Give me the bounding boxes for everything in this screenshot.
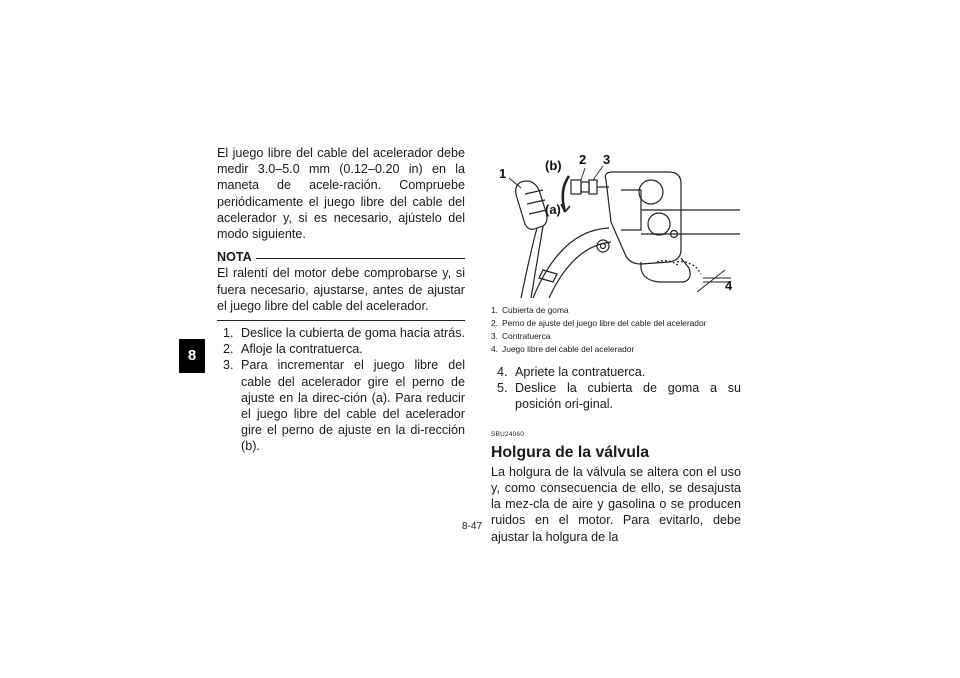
note-top-rule <box>256 258 465 259</box>
step-item <box>491 380 741 412</box>
step-number: 1. <box>223 326 234 341</box>
caption-number: 3. <box>491 331 498 341</box>
chapter-tab <box>179 339 205 373</box>
page-number: 8-47 <box>462 521 483 532</box>
note-label: NOTA <box>217 250 252 265</box>
step-number: 3. <box>223 358 234 373</box>
figure-captions <box>491 304 741 356</box>
note-text: El ralentí del motor debe comprobarse y, si fuera necesario, ajustarse, antes de ajustar el juego libre del cable del acelerador. <box>217 266 465 313</box>
step-number: 5. <box>497 381 508 396</box>
step-text: Deslice la cubierta de goma a su posición ori-ginal. <box>515 381 741 412</box>
caption-item <box>491 330 741 343</box>
valve-paragraph: La holgura de la válvula se altera con el uso y, como consecuencia de ello, se desajusta la mez-cla de aire y gasolina o se producen ruidos en el motor. Para evitarlo, debe ajustar la holgura de la <box>491 464 741 544</box>
caption-item <box>491 304 741 317</box>
step-number: 4. <box>497 365 508 379</box>
caption-text: Juego libre del cable del acelerador <box>502 344 635 354</box>
step-number: 2. <box>223 342 234 357</box>
chapter-number: 8 <box>187 347 197 364</box>
caption-text: Cubierta de goma <box>502 305 569 315</box>
caption-text: Perno de ajuste del juego libre del cable del acelerador <box>502 318 707 328</box>
label-a: (a) <box>545 202 561 217</box>
section-heading: Holgura de la válvula <box>491 443 650 461</box>
caption-item <box>491 343 741 356</box>
caption-number: 1. <box>491 305 498 315</box>
note-bottom-rule <box>217 320 465 321</box>
left-column <box>217 145 465 455</box>
right-column <box>491 150 741 545</box>
step-text: Deslice la cubierta de goma hacia atrás. <box>241 326 466 341</box>
steps-list-left <box>217 325 465 455</box>
caption-item <box>491 317 741 330</box>
label-1: 1 <box>499 166 507 181</box>
step-item <box>217 357 465 454</box>
intro-paragraph: El juego libre del cable del acelerador debe medir 3.0–5.0 mm (0.12–0.20 in) en la maneta de acele-ración. Compruebe periódicamente el juego libre del cable del acelerador y, si es necesario, ajústelo del modo siguiente. <box>217 146 465 242</box>
step-item <box>217 325 465 341</box>
label-4: 4 <box>725 278 733 293</box>
label-2: 2 <box>579 152 587 167</box>
note-header <box>217 249 465 265</box>
step-item <box>217 341 465 357</box>
step-text: Apriete la contratuerca. <box>515 365 646 379</box>
section-code: SBU24060 <box>491 430 525 438</box>
step-text: Afloje la contratuerca. <box>241 342 363 357</box>
caption-number: 2. <box>491 318 498 328</box>
throttle-figure <box>491 150 741 298</box>
steps-list-right <box>491 364 741 413</box>
label-b: (b) <box>545 158 562 173</box>
caption-number: 4. <box>491 344 498 354</box>
label-3: 3 <box>603 152 611 167</box>
step-text: Para incrementar el juego libre del cable del acelerador gire el perno de ajuste en la direc-ción (a). Para reducir el juego libre del cable del acelerador gire el perno de ajuste en la di-rección (b). <box>241 358 465 454</box>
caption-text: Contratuerca <box>502 331 551 341</box>
step-item <box>491 364 741 380</box>
throttle-illustration <box>491 150 741 298</box>
